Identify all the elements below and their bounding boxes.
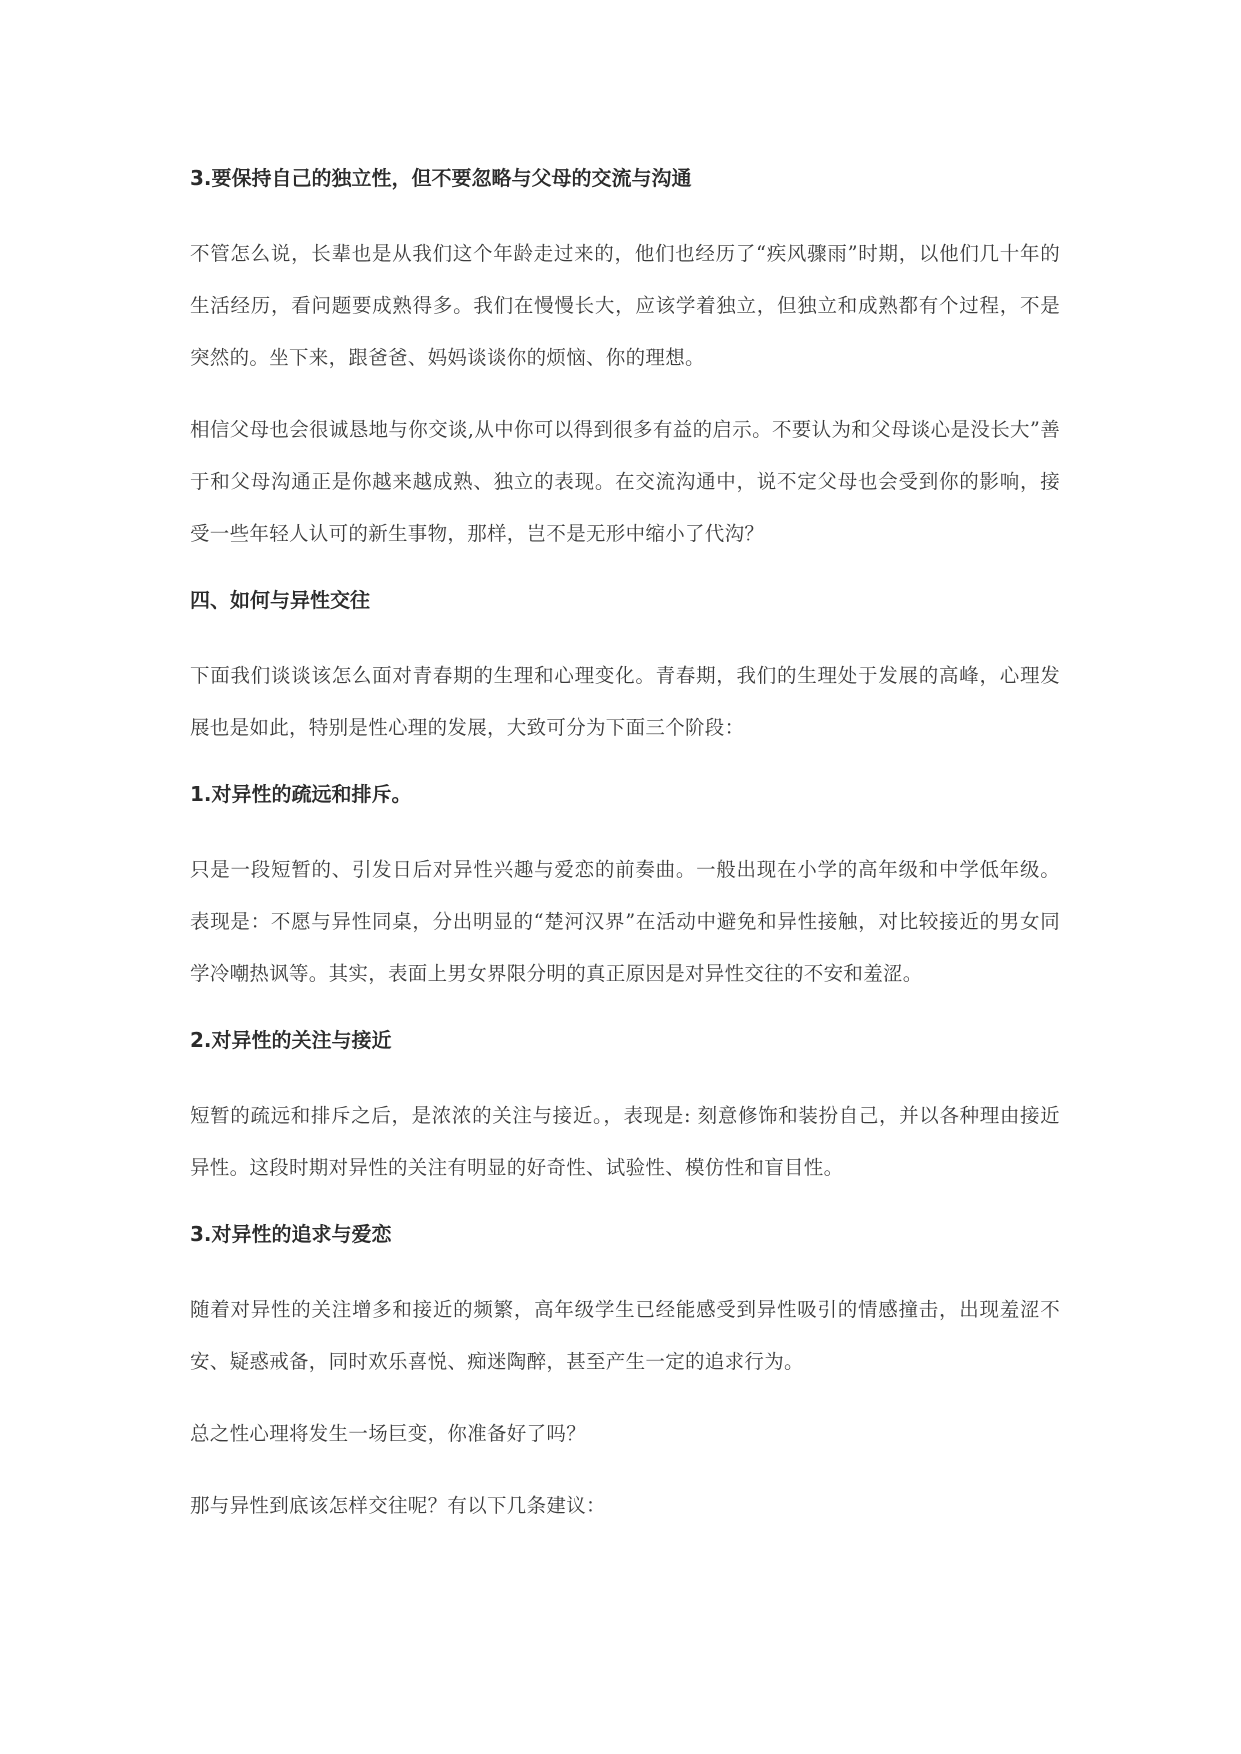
section-heading-independence: 3.要保持自己的独立性，但不要忽略与父母的交流与沟通 [190,166,692,190]
paragraph-puberty-intro: 下面我们谈谈该怎么面对青春期的生理和心理变化。青春期，我们的生理处于发展的高峰，心理发展也是如此，特别是性心理的发展，大致可分为下面三个阶段： [190,664,1060,739]
stage-heading-3: 3.对异性的追求与爱恋 [190,1222,392,1246]
paragraph-summary-question: 总之性心理将发生一场巨变，你准备好了吗？ [190,1422,587,1445]
document-body [190,158,1060,1552]
paragraph-elders-experience: 不管怎么说，长辈也是从我们这个年龄走过来的，他们也经历了“疾风骤雨”时期，以他们几十年的生活经历，看问题要成熟得多。我们在慢慢长大，应该学着独立，但独立和成熟都有个过程，不是突然的。坐下来，跟爸爸、妈妈谈谈你的烦恼、你的理想。 [190,242,1060,369]
paragraph-suggestions-intro: 那与异性到底该怎样交往呢？有以下几条建议： [190,1494,606,1517]
stage-heading-1: 1.对异性的疏远和排斥。 [190,782,412,806]
paragraph-parent-communication: 相信父母也会很诚恳地与你交谈,从中你可以得到很多有益的启示。不要认为和父母谈心是没长大”善于和父母沟通正是你越来越成熟、独立的表现。在交流沟通中，说不定父母也会受到你的影响，接受一些年轻人认可的新生事物，那样，岂不是无形中缩小了代沟？ [190,418,1060,545]
section-heading-opposite-sex: 四、如何与异性交往 [190,588,370,612]
paragraph-stage-3: 随着对异性的关注增多和接近的频繁，高年级学生已经能感受到异性吸引的情感撞击，出现羞涩不安、疑惑戒备，同时欢乐喜悦、痴迷陶醉，甚至产生一定的追求行为。 [190,1298,1060,1373]
paragraph-stage-2: 短暂的疏远和排斥之后，是浓浓的关注与接近。，表现是: 刻意修饰和装扮自己，并以各种理由接近异性。这段时期对异性的关注有明显的好奇性、试验性、模仿性和盲目性。 [190,1104,1060,1179]
stage-heading-2: 2.对异性的关注与接近 [190,1028,392,1052]
paragraph-stage-1: 只是一段短暂的、引发日后对异性兴趣与爱恋的前奏曲。一般出现在小学的高年级和中学低年级。表现是：不愿与异性同桌，分出明显的“楚河汉界”在活动中避免和异性接触，对比较接近的男女同学冷嘲热讽等。其实，表面上男女界限分明的真正原因是对异性交往的不安和羞涩。 [190,858,1060,985]
